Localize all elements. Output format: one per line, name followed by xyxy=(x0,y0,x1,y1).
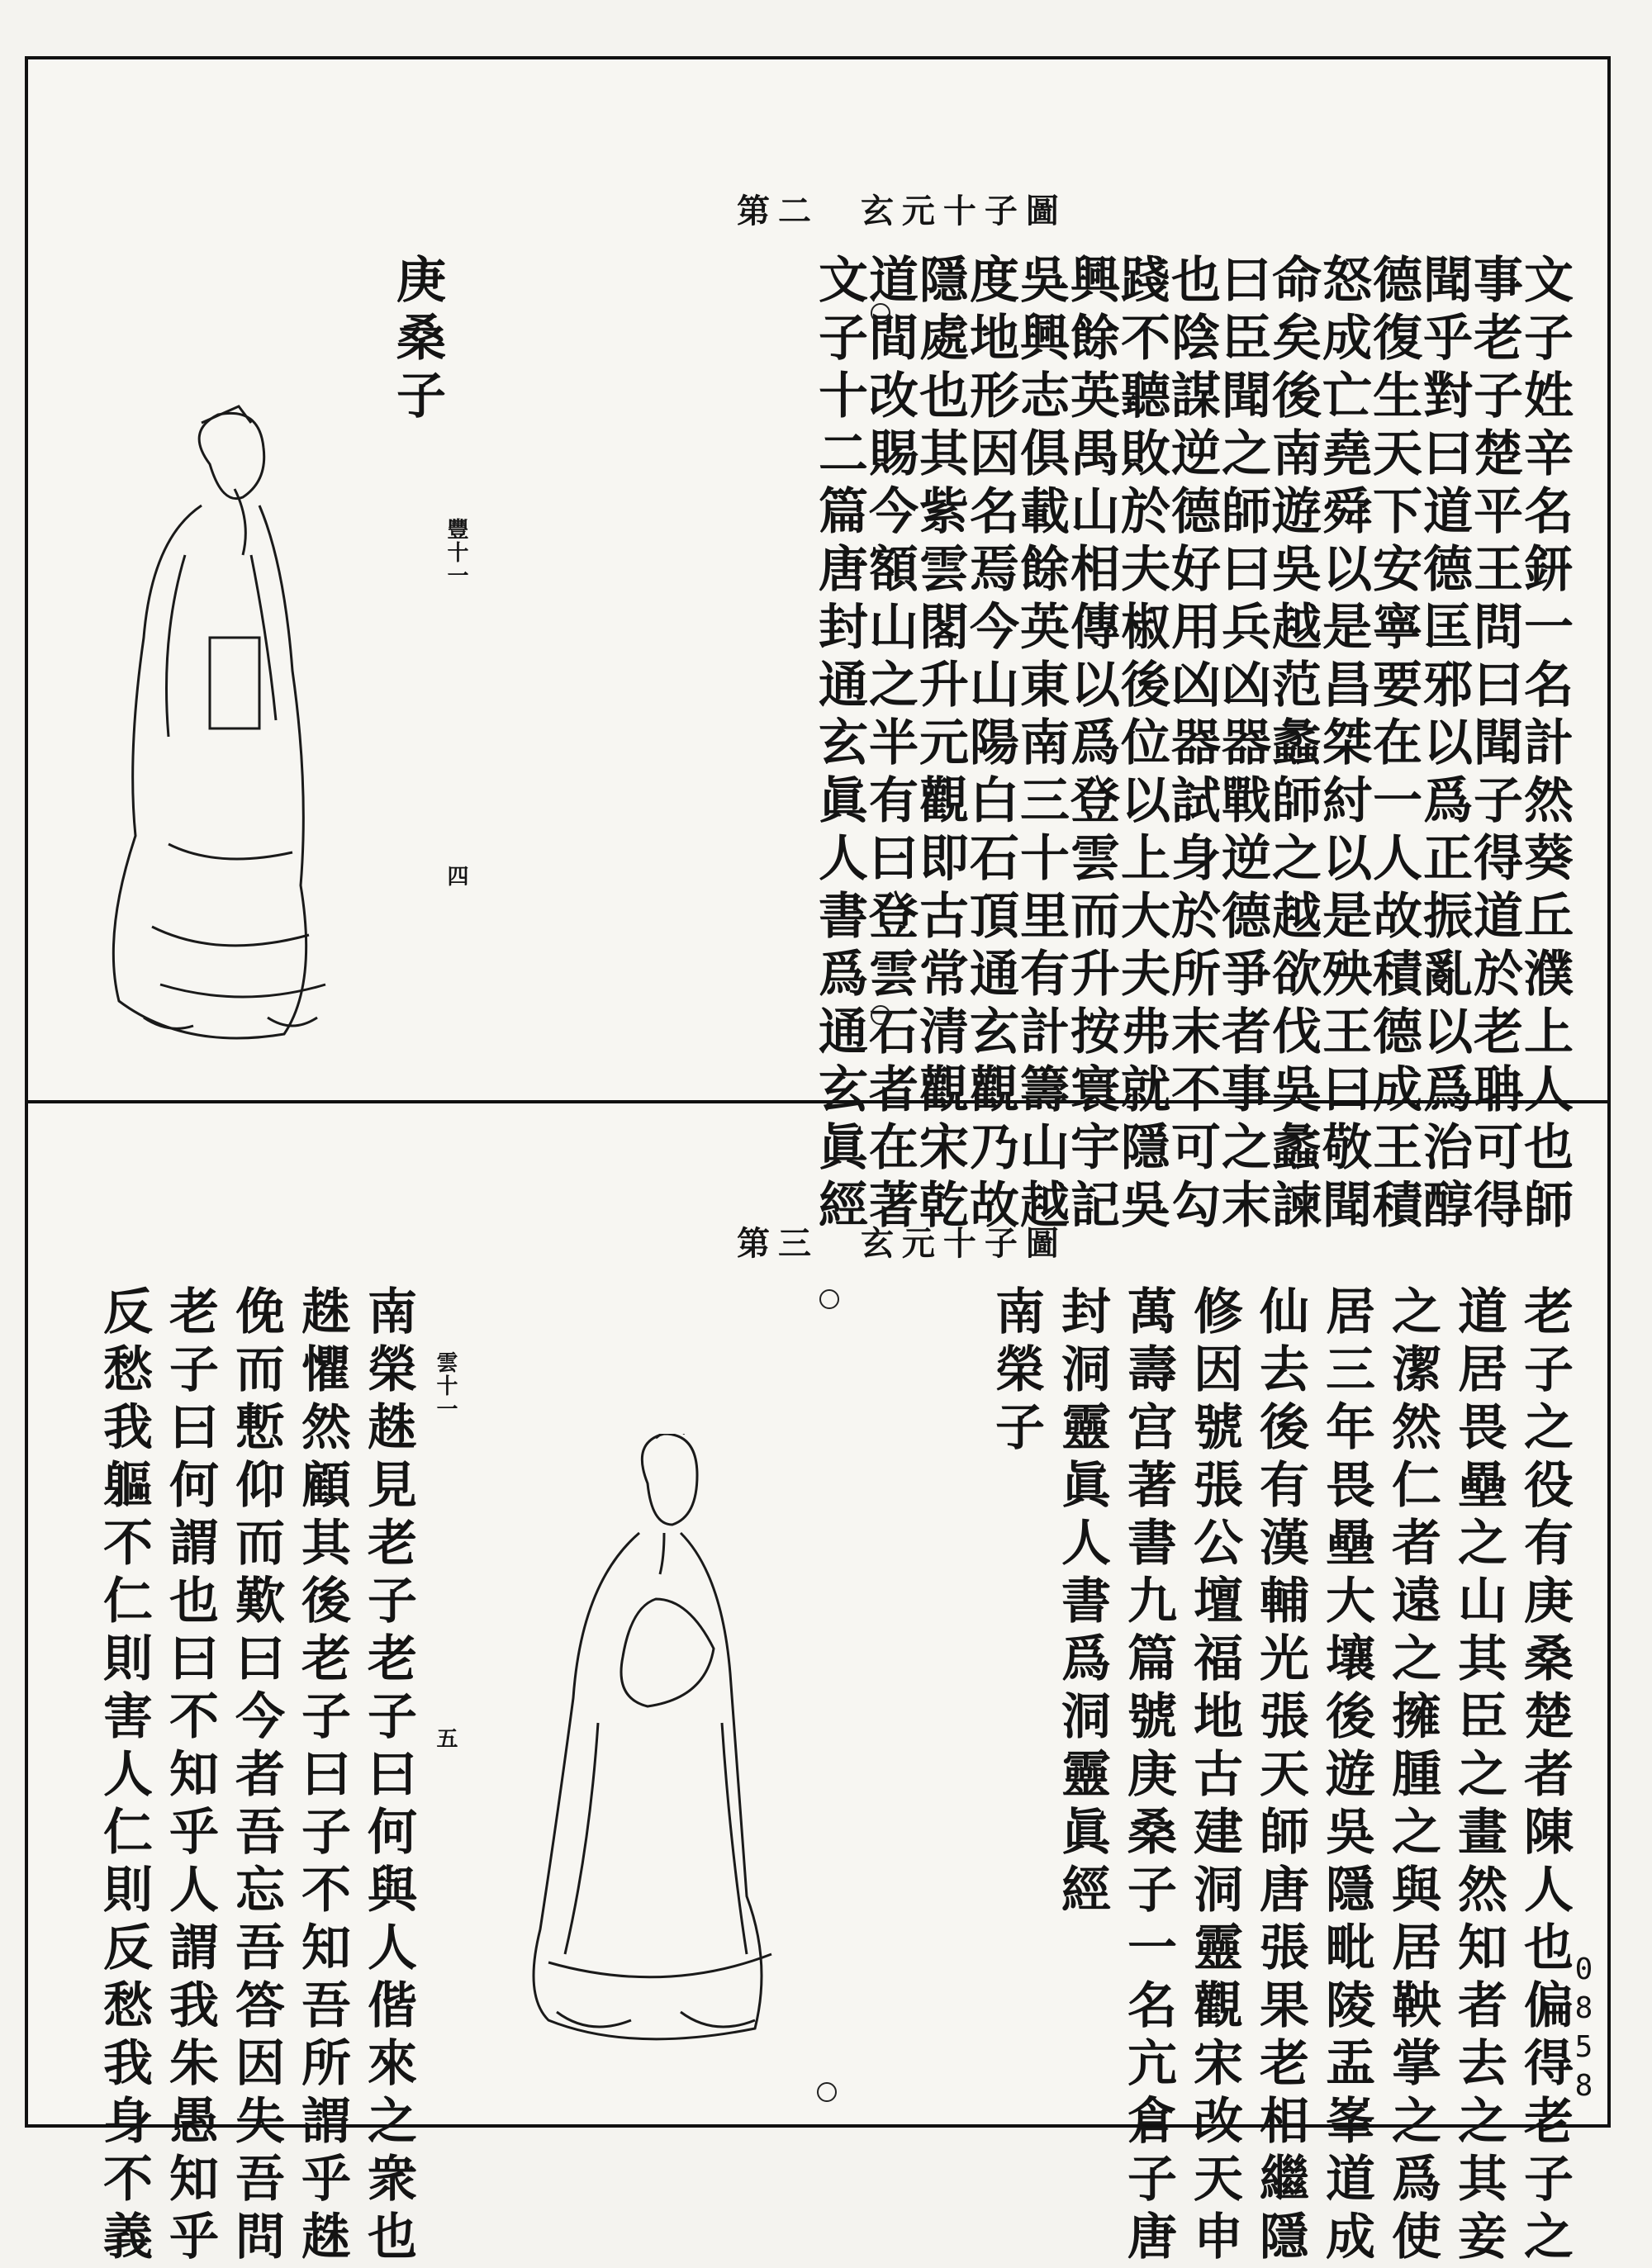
figure-label-gengsangzi: 庚桑子 xyxy=(388,254,446,427)
text-column: 德復生天下安寧要在一人故積德成王積 xyxy=(1365,254,1422,1236)
text-column: 俛而慙仰而歎曰今者吾忘吾答因失吾問 xyxy=(227,1285,285,2268)
small-mark-1: 豐十一 xyxy=(444,518,468,587)
top-header-title: 玄元十子圖 xyxy=(860,192,1067,230)
top-panel xyxy=(28,59,1607,1236)
text-column: 反愁我軀不仁則害人仁則反愁我身不義 xyxy=(95,1285,153,2268)
text-column: 老子之役有庚桑楚者陳人也偏得老子之 xyxy=(1516,1285,1574,2268)
page-frame xyxy=(25,56,1611,2268)
circle-mark xyxy=(817,2082,837,2102)
nanrongzi-figure-illustration xyxy=(524,1434,796,2062)
text-column: 隱處也其紫雲閣升元觀即古常清觀宋乾 xyxy=(911,254,969,1236)
small-mark-2: 四 xyxy=(444,865,468,888)
top-header xyxy=(737,185,1067,232)
bottom-header-title: 玄元十子圖 xyxy=(860,1224,1067,1263)
text-column: 度地形因名焉今山陽白石頂通玄觀乃故 xyxy=(961,254,1019,1236)
text-column: 聞乎對曰道德匡邪以爲正振亂以爲治醇 xyxy=(1415,254,1473,1236)
text-column: 事老子楚平王問曰聞子得道於老聃可得 xyxy=(1465,254,1523,1236)
text-column: 道居畏壘之山其臣之畫然知者去之其妾 xyxy=(1450,1285,1507,2268)
top-header-number: 第二 xyxy=(737,192,819,230)
wenzi-figure-illustration xyxy=(86,390,358,1051)
small-mark-3: 雲十一 xyxy=(433,1351,458,1421)
text-column: 老子曰何謂也曰不知乎人謂我朱愚知乎 xyxy=(161,1285,219,2268)
text-column: 居三年畏壘大壤後遊吳隱毗陵盂峯道成 xyxy=(1317,1285,1375,2268)
text-column: 道間改賜今額山之半有曰登雲石者在著 xyxy=(861,254,919,1236)
text-column: 封洞靈眞人書爲洞靈眞經 xyxy=(1053,1285,1111,1921)
text-column: 南榮趎見老子老子曰何與人偕來之衆也 xyxy=(359,1285,417,2268)
text-column: 仙去後有漢輔光張天師唐張果老相繼隱 xyxy=(1251,1285,1309,2268)
text-column: 曰臣聞之師曰兵凶器戰逆德爭者事之末 xyxy=(1213,254,1271,1236)
small-mark-4: 五 xyxy=(433,1727,458,1750)
text-column: 趎懼然顧其後老子曰子不知吾所謂乎趎 xyxy=(293,1285,351,2268)
text-column: 也陰謀逆德好用凶器試身於所末不可勾 xyxy=(1163,254,1221,1236)
text-column: 南榮子 xyxy=(987,1285,1045,1459)
page-number: 0858 xyxy=(1567,1952,1601,2108)
text-column: 命矣後南遊吳越范蠡師之越欲伐吳蠡諫 xyxy=(1264,254,1322,1236)
text-column: 文子十二篇唐封通玄眞人書爲通玄眞經 xyxy=(810,254,868,1236)
bottom-header-number: 第三 xyxy=(737,1224,819,1263)
text-column: 踐不聽敗於夫椒後位以上大夫弗就隱吳 xyxy=(1113,254,1170,1236)
bottom-panel xyxy=(28,1103,1607,2268)
text-column: 興餘英禺山相傳以爲登雲而升按寰宇記 xyxy=(1062,254,1120,1236)
circle-mark xyxy=(819,1289,839,1309)
text-column: 怒成亡堯舜以是昌桀紂以是殃王曰敬聞 xyxy=(1314,254,1372,1236)
text-column: 之潔然仁者遠之擁腫之與居鞅掌之爲使 xyxy=(1384,1285,1441,2268)
text-column: 萬壽宫著書九篇號庚桑子一名亢倉子唐 xyxy=(1119,1285,1177,2268)
circle-mark xyxy=(871,1005,890,1025)
bottom-header xyxy=(737,1217,1067,1264)
text-column: 文子姓辛名鈃一名計然葵丘濮上人也師 xyxy=(1516,254,1574,1236)
text-column: 吳興志俱載餘英東南三十里有計籌山越 xyxy=(1012,254,1070,1236)
text-column: 修因號張公壇福地古建洞靈觀宋改天申 xyxy=(1185,1285,1243,2268)
circle-mark xyxy=(871,303,890,323)
